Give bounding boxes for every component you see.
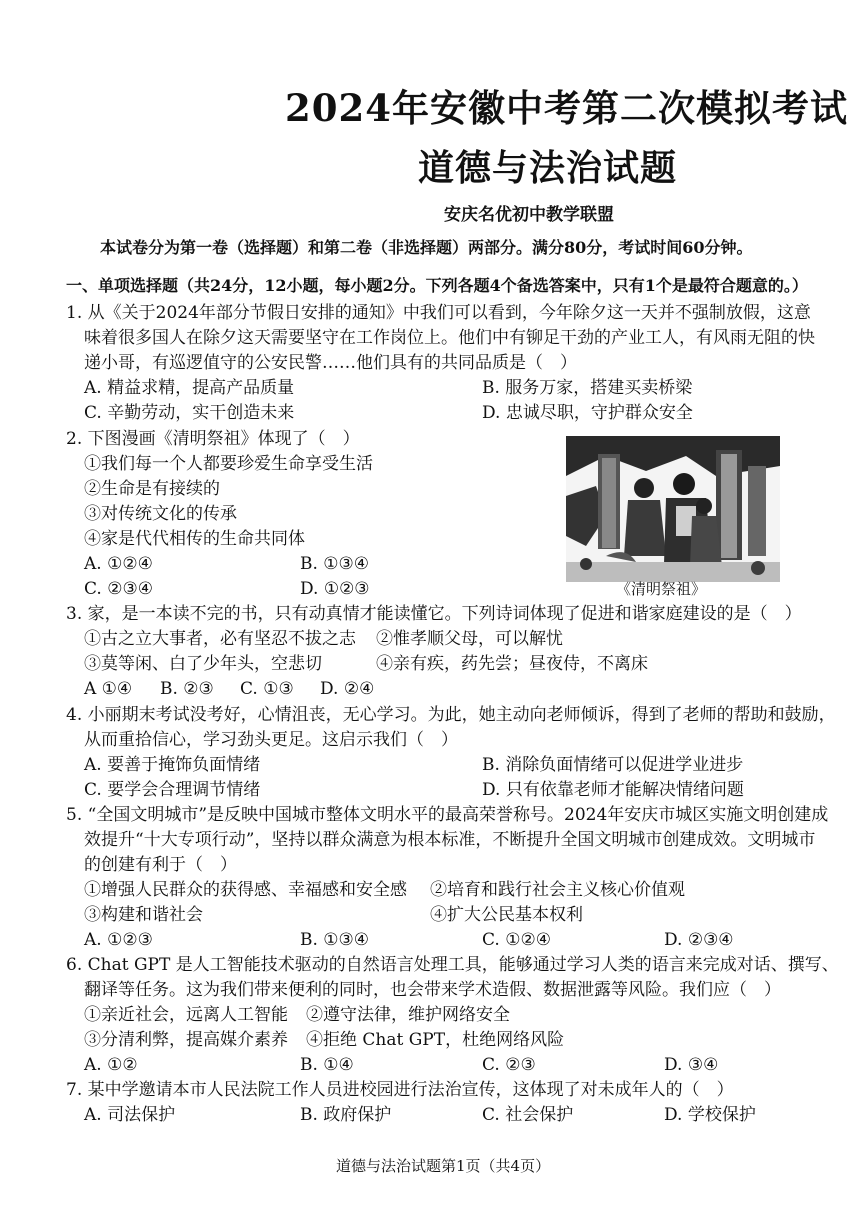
q7-option-c: C. 社会保护: [482, 1105, 574, 1125]
q5-item: ②培育和践行社会主义核心价值观: [430, 880, 685, 900]
q7-option-a: A. 司法保护: [84, 1105, 176, 1125]
q4-option-c: C. 要学会合理调节情绪: [84, 780, 261, 800]
q6-option-d: D. ③④: [664, 1055, 719, 1075]
q4-line: 4. 小丽期末考试没考好，心情沮丧，无心学习。为此，她主动向老师倾诉，得到了老师的帮助和鼓励，: [66, 705, 836, 725]
exam-title: 2024年安徽中考第二次模拟考试: [285, 86, 848, 130]
q2-item: ②生命是有接续的: [84, 479, 220, 499]
q3-option-a: A ①④: [84, 679, 133, 699]
q3-stem: 3. 家，是一本读不完的书，只有动真情才能读懂它。下列诗词体现了促进和谐家庭建设的是（ ）: [66, 604, 802, 624]
q5-option-b: B. ①③④: [300, 930, 370, 950]
q5-item: ③构建和谐社会: [84, 905, 203, 925]
q3-item: ③莫等闲、白了少年头，空悲切: [84, 654, 322, 674]
tomb-sweeping-cartoon: [566, 436, 780, 582]
q6-item: ①亲近社会，远离人工智能: [84, 1005, 288, 1025]
q5-option-a: A. ①②③: [84, 930, 153, 950]
q3-option-d: D. ②④: [320, 679, 375, 699]
q6-item: ②遵守法律，维护网络安全: [306, 1005, 510, 1025]
q1-line: 1. 从《关于2024年部分节假日安排的通知》中我们可以看到，今年除夕这一天并不强制放假，这意: [66, 303, 811, 323]
section-heading: 一、单项选择题（共24分，12小题，每小题2分。下列各题4个备选答案中，只有1个是最符合题意的。）: [66, 276, 808, 295]
q1-option-d: D. 忠诚尽职，守护群众安全: [482, 403, 693, 423]
q3-item: ①古之立大事者，必有坚忍不拔之志: [84, 629, 356, 649]
q6-line: 6. Chat GPT 是人工智能技术驱动的自然语言处理工具，能够通过学习人类的语言来完成对话、撰写、: [66, 955, 839, 975]
q2-item: ①我们每一个人都要珍爱生命享受生活: [84, 454, 373, 474]
q6-line: 翻译等任务。这为我们带来便利的同时，也会带来学术造假、数据泄露等风险。我们应（ ）: [84, 980, 781, 1000]
q4-option-d: D. 只有依靠老师才能解决情绪问题: [482, 780, 744, 800]
q6-option-b: B. ①④: [300, 1055, 354, 1075]
q5-line: 的创建有利于（ ）: [84, 855, 237, 875]
q2-option-a: A. ①②④: [84, 554, 153, 574]
q6-item: ④拒绝 Chat GPT，杜绝网络风险: [306, 1030, 565, 1050]
q3-option-c: C. ①③: [240, 679, 294, 699]
q2-stem: 2. 下图漫画《清明祭祖》体现了（ ）: [66, 429, 360, 449]
q7-option-b: B. 政府保护: [300, 1105, 392, 1125]
q4-option-b: B. 消除负面情绪可以促进学业进步: [482, 755, 744, 775]
q2-item: ③对传统文化的传承: [84, 504, 237, 524]
q2-option-b: B. ①③④: [300, 554, 370, 574]
q1-line: 递小哥，有巡逻值守的公安民警……他们具有的共同品质是（ ）: [84, 353, 577, 373]
q7-stem: 7. 某中学邀请本市人民法院工作人员进校园进行法治宣传，这体现了对未成年人的（ ）: [66, 1080, 734, 1100]
cartoon-caption: 《清明祭祖》: [616, 580, 707, 598]
q4-option-a: A. 要善于掩饰负面情绪: [84, 755, 261, 775]
q4-line: 从而重拾信心，学习劲头更足。这启示我们（ ）: [84, 730, 458, 750]
q1-option-c: C. 辛勤劳动，实干创造未来: [84, 403, 295, 423]
q2-item: ④家是代代相传的生命共同体: [84, 529, 305, 549]
alliance-name: 安庆名优初中教学联盟: [444, 205, 614, 225]
q7-option-d: D. 学校保护: [664, 1105, 756, 1125]
q1-option-b: B. 服务万家，搭建买卖桥梁: [482, 378, 693, 398]
q1-line: 味着很多国人在除夕这天需要坚守在工作岗位上。他们中有铆足干劲的产业工人，有风雨无阻的快: [84, 328, 815, 348]
q5-option-c: C. ①②④: [482, 930, 551, 950]
q1-option-a: A. 精益求精，提高产品质量: [84, 378, 295, 398]
q5-line: 5. “全国文明城市”是反映中国城市整体文明水平的最高荣誉称号。2024年安庆市城区实施文明创建成: [66, 805, 829, 825]
q3-item: ②惟孝顺父母，可以解忧: [376, 629, 563, 649]
q5-option-d: D. ②③④: [664, 930, 734, 950]
q6-item: ③分清利弊，提高媒介素养: [84, 1030, 288, 1050]
exam-note: 本试卷分为第一卷（选择题）和第二卷（非选择题）两部分。满分80分，考试时间60分钟。: [100, 238, 753, 257]
exam-subtitle: 道德与法治试题: [418, 147, 678, 189]
q5-item: ①增强人民群众的获得感、幸福感和安全感: [84, 880, 407, 900]
page-footer: 道德与法治试题第1页（共4页）: [336, 1157, 551, 1175]
q5-line: 效提升“十大专项行动”，坚持以群众满意为根本标准，不断提升全国文明城市创建成效。文明城市: [84, 830, 816, 850]
q2-option-c: C. ②③④: [84, 579, 153, 599]
q6-option-a: A. ①②: [84, 1055, 138, 1075]
q3-option-b: B. ②③: [160, 679, 214, 699]
q6-option-c: C. ②③: [482, 1055, 536, 1075]
q3-item: ④亲有疾，药先尝；昼夜侍，不离床: [376, 654, 648, 674]
q2-option-d: D. ①②③: [300, 579, 370, 599]
q5-item: ④扩大公民基本权利: [430, 905, 583, 925]
